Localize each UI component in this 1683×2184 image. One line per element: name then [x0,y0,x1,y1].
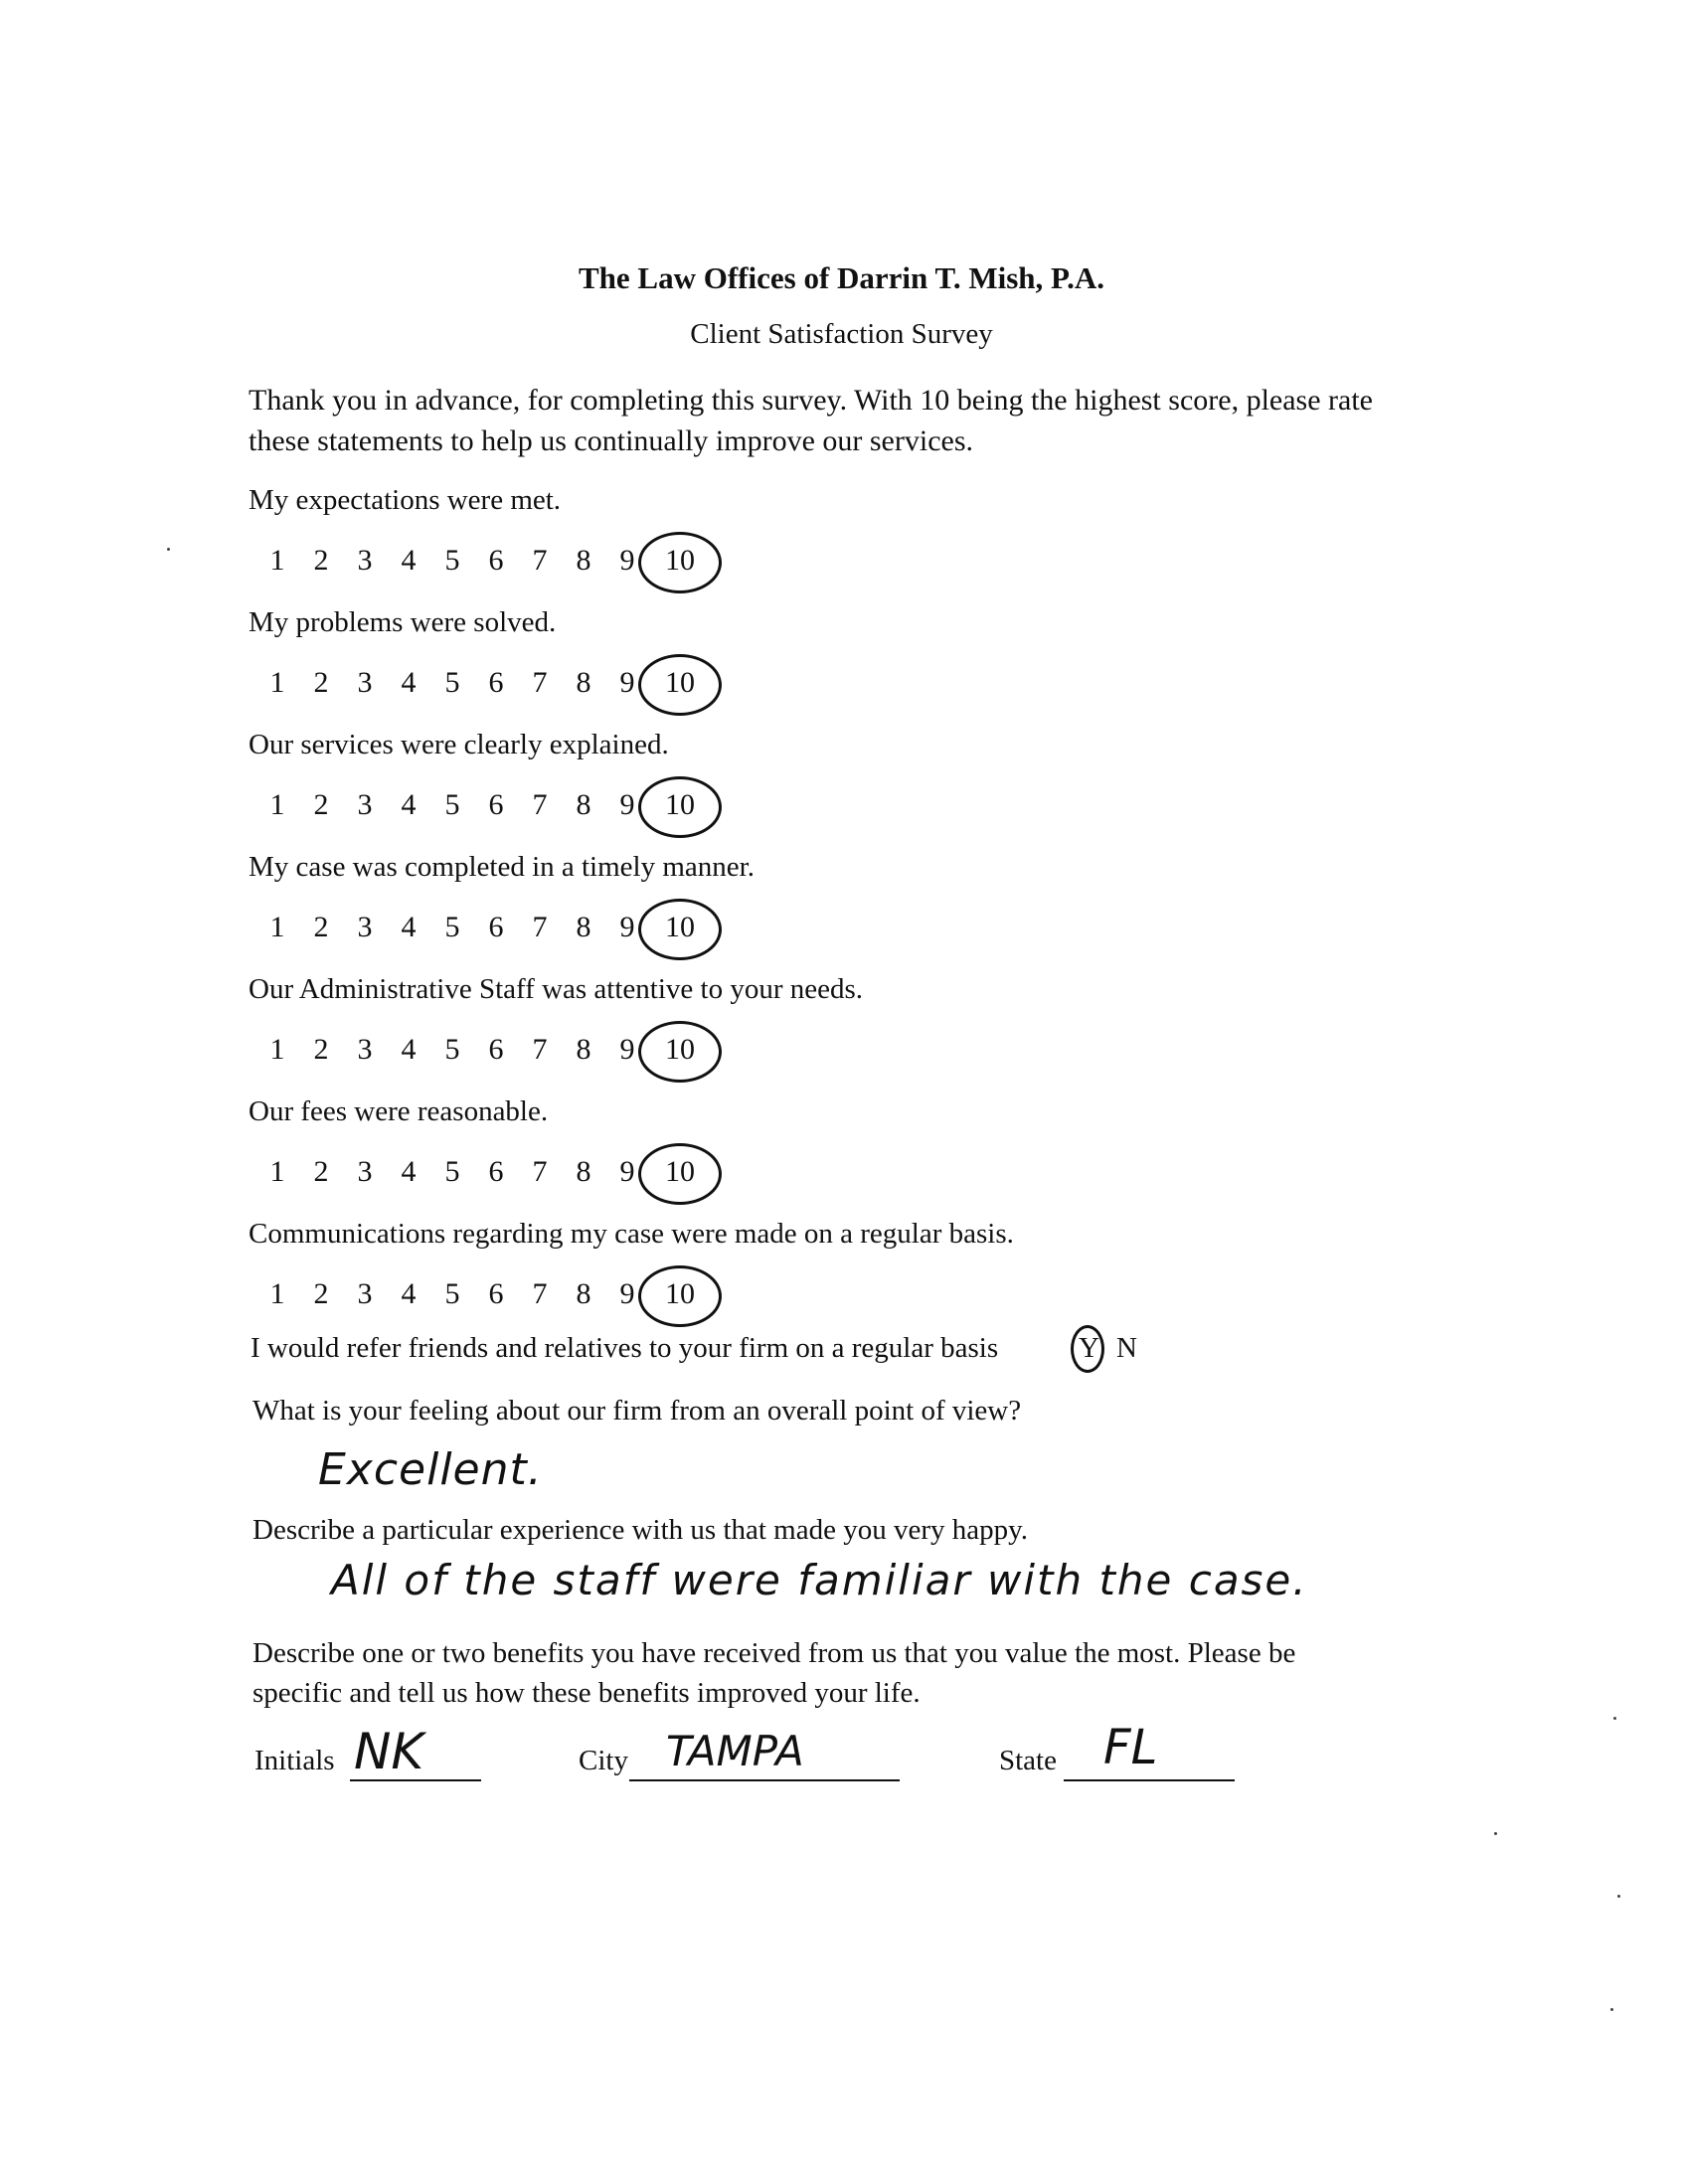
rating-option-5[interactable]: 5 [444,911,460,943]
rating-option-8[interactable]: 8 [576,666,591,699]
rating-option-4[interactable]: 4 [401,544,417,577]
rating-option-10[interactable]: 10 [665,1277,695,1310]
rating-option-4[interactable]: 4 [401,1155,417,1188]
selected-rating-circle [638,1021,722,1083]
question-text: Our fees were reasonable. [249,1095,549,1127]
rating-option-9[interactable]: 9 [619,544,635,577]
rating-option-3[interactable]: 3 [357,1155,373,1188]
rating-option-10[interactable]: 10 [665,544,695,577]
rating-option-5[interactable]: 5 [444,788,460,821]
rating-option-6[interactable]: 6 [488,544,504,577]
rating-option-2[interactable]: 2 [313,1277,329,1310]
rating-option-1[interactable]: 1 [269,1277,285,1310]
rating-option-4[interactable]: 4 [401,911,417,943]
rating-option-3[interactable]: 3 [357,544,373,577]
rating-option-2[interactable]: 2 [313,788,329,821]
rating-option-6[interactable]: 6 [488,911,504,943]
question-text: My problems were solved. [249,606,557,638]
initials-label: Initials [254,1745,335,1776]
rating-option-5[interactable]: 5 [444,1155,460,1188]
question-text: Our services were clearly explained. [249,729,669,760]
rating-option-1[interactable]: 1 [269,911,285,943]
rating-option-5[interactable]: 5 [444,544,460,577]
rating-option-1[interactable]: 1 [269,1155,285,1188]
rating-option-1[interactable]: 1 [269,1033,285,1066]
survey-title: Client Satisfaction Survey [690,318,993,350]
rating-option-4[interactable]: 4 [401,788,417,821]
city-value[interactable]: TAMPA [666,1727,804,1775]
rating-option-5[interactable]: 5 [444,1277,460,1310]
state-underline [1064,1779,1235,1781]
rating-option-1[interactable]: 1 [269,788,285,821]
rating-option-5[interactable]: 5 [444,1033,460,1066]
initials-value[interactable]: NK [354,1723,424,1780]
rating-option-6[interactable]: 6 [488,666,504,699]
rating-option-10[interactable]: 10 [665,1155,695,1188]
rating-option-8[interactable]: 8 [576,1277,591,1310]
rating-option-4[interactable]: 4 [401,666,417,699]
rating-option-7[interactable]: 7 [532,1155,548,1188]
rating-option-8[interactable]: 8 [576,911,591,943]
rating-option-2[interactable]: 2 [313,1033,329,1066]
rating-option-1[interactable]: 1 [269,666,285,699]
rating-option-9[interactable]: 9 [619,788,635,821]
rating-option-5[interactable]: 5 [444,666,460,699]
rating-option-7[interactable]: 7 [532,666,548,699]
rating-option-8[interactable]: 8 [576,788,591,821]
state-value[interactable]: FL [1103,1720,1158,1775]
question-text: My expectations were met. [249,484,562,516]
rating-option-1[interactable]: 1 [269,544,285,577]
scan-speck [1610,2008,1613,2011]
initials-underline [350,1779,481,1781]
rating-option-9[interactable]: 9 [619,1033,635,1066]
rating-option-3[interactable]: 3 [357,788,373,821]
state-label: State [999,1745,1057,1776]
experience-question: Describe a particular experience with us that made you very happy. [252,1514,1028,1546]
city-underline [629,1779,900,1781]
intro-line-1: Thank you in advance, for completing this survey. With 10 being the highest score, please rate [249,384,1373,417]
overall-answer[interactable]: Excellent. [318,1444,543,1495]
selected-rating-circle [638,654,722,716]
overall-question: What is your feeling about our firm from an overall point of view? [252,1395,1022,1427]
rating-option-7[interactable]: 7 [532,1033,548,1066]
rating-option-10[interactable]: 10 [665,788,695,821]
rating-option-7[interactable]: 7 [532,544,548,577]
rating-option-10[interactable]: 10 [665,1033,695,1066]
rating-option-7[interactable]: 7 [532,1277,548,1310]
scan-speck [167,548,170,551]
selected-rating-circle [638,1265,722,1327]
city-label: City [579,1745,628,1776]
benefits-question [252,1633,1295,1713]
rating-option-6[interactable]: 6 [488,788,504,821]
scan-speck [1617,1895,1620,1898]
firm-name: The Law Offices of Darrin T. Mish, P.A. [579,260,1104,295]
question-text: Our Administrative Staff was attentive to your needs. [249,973,864,1005]
rating-option-9[interactable]: 9 [619,1155,635,1188]
intro-text [249,380,1373,461]
rating-option-2[interactable]: 2 [313,666,329,699]
intro-line-2: these statements to help us continually improve our services. [249,424,973,457]
rating-option-9[interactable]: 9 [619,1277,635,1310]
question-text: Communications regarding my case were made on a regular basis. [249,1218,1014,1250]
scan-speck [1494,1832,1497,1835]
referral-text: I would refer friends and relatives to your firm on a regular basis [251,1332,999,1364]
rating-option-8[interactable]: 8 [576,1155,591,1188]
rating-option-9[interactable]: 9 [619,666,635,699]
selected-rating-circle [638,1143,722,1205]
rating-option-10[interactable]: 10 [665,911,695,943]
question-text: My case was completed in a timely manner. [249,851,755,883]
rating-option-10[interactable]: 10 [665,666,695,699]
selected-rating-circle [638,899,722,960]
rating-option-4[interactable]: 4 [401,1277,417,1310]
rating-option-2[interactable]: 2 [313,544,329,577]
rating-option-4[interactable]: 4 [401,1033,417,1066]
scan-speck [1613,1717,1616,1720]
rating-option-8[interactable]: 8 [576,1033,591,1066]
benefits-line-1: Describe one or two benefits you have received from us that you value the most. Please be [252,1637,1296,1669]
rating-option-9[interactable]: 9 [619,911,635,943]
rating-option-2[interactable]: 2 [313,911,329,943]
referral-question [251,1332,998,1365]
rating-option-3[interactable]: 3 [357,911,373,943]
benefits-line-2: specific and tell us how these benefits improved your life. [252,1677,921,1709]
rating-option-7[interactable]: 7 [532,788,548,821]
rating-option-6[interactable]: 6 [488,1155,504,1188]
selected-rating-circle [638,776,722,838]
rating-option-6[interactable]: 6 [488,1277,504,1310]
rating-option-8[interactable]: 8 [576,544,591,577]
rating-option-2[interactable]: 2 [313,1155,329,1188]
rating-option-7[interactable]: 7 [532,911,548,943]
rating-option-3[interactable]: 3 [357,1033,373,1066]
rating-option-3[interactable]: 3 [357,666,373,699]
referral-no-option[interactable]: N [1116,1332,1137,1364]
rating-option-3[interactable]: 3 [357,1277,373,1310]
referral-yes-option[interactable]: Y [1079,1332,1099,1364]
rating-option-6[interactable]: 6 [488,1033,504,1066]
experience-answer[interactable]: All of the staff were familiar with the case. [331,1556,1308,1604]
selected-rating-circle [638,532,722,593]
